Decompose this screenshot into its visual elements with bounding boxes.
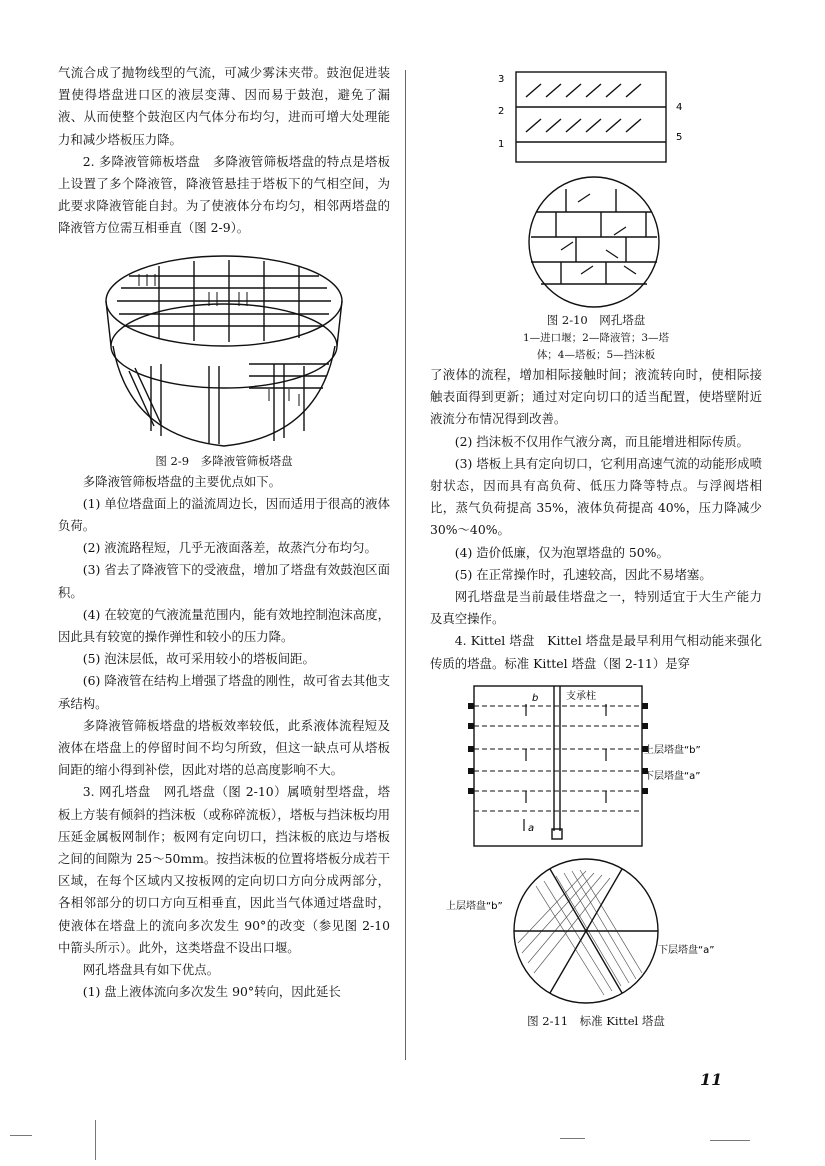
fig210-label-3: 3 [498, 74, 505, 85]
tray-b-label: b [532, 692, 539, 704]
upper-tray-label-plan: 上层塔盘“b” [446, 900, 503, 912]
mesh-tray-drawing [486, 62, 706, 310]
section-multi-downcomer: 2. 多降液管筛板塔盘 多降液管筛板塔盘的特点是塔板上设置了多个降液管，降液管悬挂于塔板下的气相空间，为此要求降液管能自封。为了使液体分布均匀，相邻两塔盘的降液管方位需互相垂直（图 2-9）。 [58, 153, 390, 236]
list-item: (3) 省去了降液管下的受液盘，增加了塔盘有效鼓泡区面积。 [58, 562, 390, 600]
figure-2-11-caption: 图 2-11 标准 Kittel 塔盘 [527, 1013, 665, 1028]
paragraph: 网孔塔盘具有如下优点。 [82, 962, 220, 978]
support-column-label: 支承柱 [566, 690, 596, 702]
scan-artifact [710, 1140, 750, 1141]
figure-2-9-caption: 图 2-9 多降液管筛板塔盘 [155, 453, 293, 468]
list-item: (5) 泡沫层低，故可采用较小的塔板间距。 [82, 651, 315, 667]
legend-line: 1—进口堰；2—降液管；3—塔 [522, 332, 670, 344]
multi-downcomer-tray-drawing [99, 246, 349, 451]
figure-2-10-caption: 图 2-10 网孔塔盘 [546, 313, 646, 327]
figure-2-10-legend [430, 330, 762, 364]
list-item: (1) 单位塔盘面上的溢流周边长，因而适用于很高的液体负荷。 [58, 495, 390, 534]
paragraph: 多降液管筛板塔盘的塔板效率较低，此系液体流程短及液体在塔盘上的停留时间不均匀所致，但这一缺点可从塔板间距的缩小得到补偿，因此对塔的总高度影响不大。 [58, 717, 390, 778]
paragraph: 网孔塔盘是当前最佳塔盘之一，特别适宜于大生产能力及真空操作。 [430, 589, 762, 627]
left-column [58, 62, 390, 1004]
paragraph: 了液体的流程，增加相际接触时间；液流转向时，使相际接触表面得到更新；通过对定向切口的适当配置，使塔壁附近液流分布情况得到改善。 [430, 367, 762, 427]
column-divider [405, 70, 406, 1060]
fig210-label-1: 1 [498, 139, 505, 150]
section-mesh-tray: 3. 网孔塔盘 网孔塔盘（图 2-10）属喷射型塔盘，塔板上方装有倾斜的挡沫板（或称碎流板），塔板与挡沫板均用压延金属板网制作；板网有定向切口，挡沫板的底边与塔板之间的间隙为 25～50mm。按挡沫板的位置将塔板分成若干区域，在每个区域内又按板网的定向切口方向分成两部分，各相邻部分的切口方向互相垂直，因此当气体通过塔盘时，使液体在塔盘上的流向多次发生 90°的改变（参见图 2-10 中箭头所示）。此外，这类塔盘不设出口堰。 [58, 784, 390, 955]
list-item: (2) 挡沫板不仅用作气液分离，而且能增进相际传质。 [454, 433, 749, 449]
figure-2-9 [99, 246, 349, 451]
page-number: 11 [700, 1070, 723, 1089]
lower-tray-label: 下层塔盘“a” [644, 770, 701, 782]
right-column [430, 62, 762, 1031]
figure-2-11 [446, 681, 746, 1011]
section-kittel-tray: 4. Kittel 塔盘 Kittel 塔盘是最早利用气相动能来强化传质的塔盘。标准 Kittel 塔盘（图 2-11）是穿 [430, 633, 762, 671]
list-item: (4) 造价低廉，仅为泡罩塔盘的 50%。 [454, 544, 669, 560]
fig210-label-2: 2 [498, 106, 505, 117]
list-item: (5) 在正常操作时，孔速较高，因此不易堵塞。 [454, 566, 712, 582]
list-item: (1) 盘上液体流向多次发生 90°转向，因此延长 [82, 984, 341, 1000]
scan-artifact [95, 1120, 96, 1160]
list-item: (3) 塔板上具有定向切口，它利用高速气流的动能形成喷射状态，因而具有高负荷、低压力降等特点。与浮阀塔相比，蒸气负荷提高 35%，液体负荷提高 40%，压力降减少 30%～40%。 [430, 455, 762, 538]
tray-a-label: a [528, 822, 535, 834]
scan-artifact [10, 1135, 32, 1136]
list-item: (2) 液流路程短，几乎无液面落差，故蒸汽分布均匀。 [82, 540, 377, 556]
scan-artifact [560, 1138, 585, 1139]
kittel-tray-drawing [446, 681, 746, 1011]
paragraph: 多降液管筛板塔盘的主要优点如下。 [82, 473, 282, 489]
fig210-label-4: 4 [676, 102, 683, 113]
list-item: (4) 在较宽的气液流量范围内，能有效地控制泡沫高度，因此具有较宽的操作弹性和较小的压力降。 [58, 606, 390, 645]
fig210-label-5: 5 [676, 132, 683, 143]
paragraph: 气流合成了抛物线型的气流，可减少雾沫夹带。鼓泡促进装置使得塔盘进口区的液层变薄、因而易于鼓泡，避免了漏液、从而使整个鼓泡区内气体分布均匀，进而可增大处理能力和减少塔板压力降。 [58, 65, 390, 147]
list-item: (6) 降液管在结构上增强了塔盘的刚性，故可省去其他支承结构。 [58, 673, 390, 711]
upper-tray-label: 上层塔盘“b” [644, 744, 701, 756]
figure-2-10 [486, 62, 706, 310]
lower-tray-label-plan: 下层塔盘“a” [658, 944, 715, 956]
legend-line: 体；4—塔板；5—挡沫板 [536, 349, 656, 361]
